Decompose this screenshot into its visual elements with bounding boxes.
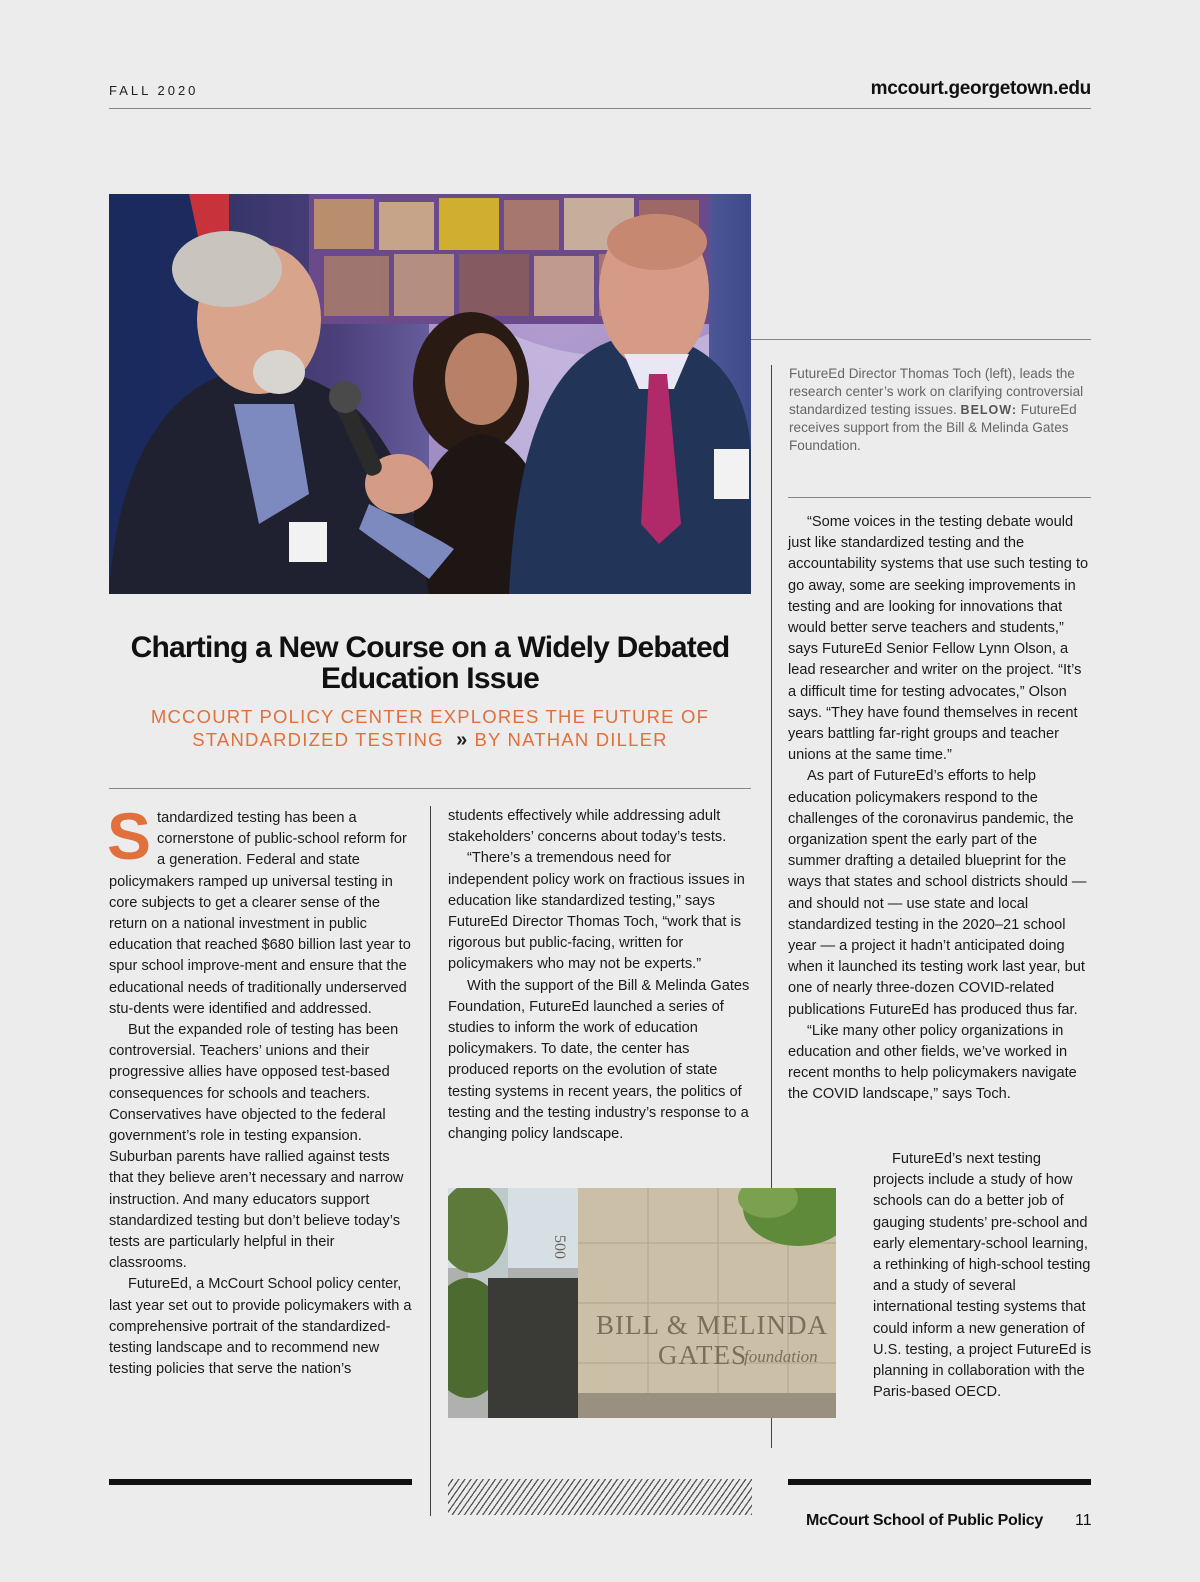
bottom-bar-left (109, 1479, 412, 1485)
publisher-name: McCourt School of Public Policy (806, 1512, 1043, 1529)
paragraph-1: Standardized testing has been a cornerstone of public-school reform for a generation. Federal and state policymakers ramped up universal testing in core subjects to get a clearer sense of the return on a national investment in public education that reached $680 billion last year to spur school improve-ment and ensure that the educational needs of traditionally underserved stu-dents were identified and addressed. (107, 799, 411, 1017)
gates-foundation-photo (448, 1188, 836, 1418)
caption-below-label: BELOW: (960, 403, 1018, 417)
paragraph-4: students effectively while addressing adult stakeholders’ concerns about today’s tests. (448, 808, 727, 846)
page-number: 11 (1075, 1512, 1092, 1529)
bottom-bar-right (788, 1479, 1091, 1485)
caption-text: FutureEd Director Thomas Toch (left), leads the research center’s work on clarifying controversial standardized testing issues. (789, 366, 1084, 417)
article-column-2 (448, 806, 753, 1145)
paragraph-2: But the expanded role of testing has been controversial. Teachers’ unions and their progressive allies have opposed test-based consequences for schools and teachers. Conservatives have objected to the federal government’s role in testing expansion. Suburban parents have rallied against tests that they believe aren’t necessary and narrow instruction. And many educators support standardized testing but don’t believe today’s tests are particularly helpful in their classrooms. (109, 1022, 404, 1272)
article-column-1 (107, 799, 413, 1380)
header-divider (109, 108, 1091, 109)
paragraph-10: FutureEd’s next testing projects include a study of how schools can do a better job of gauging students’ pre-school and early elementary-school learning, a rethinking of high-school testing and a study of several international testing systems that could inform a new generation of U.S. testing, a project FutureEd is planning in collaboration with the Paris-based OECD. (873, 1151, 1092, 1401)
byline: BY NATHAN DILLER (474, 729, 668, 750)
sign-line-2: GATES (658, 1340, 748, 1370)
article-deck (109, 705, 751, 752)
deck-separator: » (456, 729, 469, 751)
article-column-3-continued (873, 1149, 1093, 1403)
site-url: mccourt.georgetown.edu (870, 78, 1091, 99)
building-number: 500 (551, 1235, 568, 1259)
sign-line-2b: foundation (744, 1347, 818, 1366)
caption-top-rule (751, 339, 1091, 340)
drop-cap: S (107, 799, 152, 873)
caption-bottom-rule (788, 497, 1091, 498)
gates-photo-illustration (448, 1188, 836, 1418)
article-title: Charting a New Course on a Widely Debated Education Issue (130, 631, 730, 695)
paragraph-5: “There’s a tremendous need for independent policy work on fractious issues in education like standardized testing,” says FutureEd Director Thomas Toch, “work that is rigorous but public-facing, written for policymakers who may not be experts.” (448, 850, 745, 973)
column-divider-left (430, 806, 431, 1516)
hero-photo-illustration (109, 194, 751, 594)
sign-line-1: BILL & MELINDA (596, 1310, 828, 1340)
paragraph-9: “Like many other policy organizations in education and other fields, we’ve worked in recent months to help policymakers navigate the COVID landscape,” says Toch. (788, 1022, 1077, 1103)
bottom-hatch-pattern (448, 1479, 752, 1515)
article-column-3 (788, 512, 1093, 1106)
caption-below-text: FutureEd receives support from the Bill & Melinda Gates Foundation. (789, 402, 1077, 453)
paragraph-7: “Some voices in the testing debate would just like standardized testing and the accountability systems that use such testing to go away, some are seeking improvements in testing and are looking for innovations that would better serve teachers and students,” says FutureEd Senior Fellow Lynn Olson, a lead researcher and writer on the project. “It’s a difficult time for testing advocates,” Olson says. “They have found themselves in recent years battling far-right groups and teacher unions at the same time.” (788, 514, 1089, 764)
deck-line: MCCOURT POLICY CENTER EXPLORES THE FUTURE OF STANDARDIZED TESTING (150, 706, 710, 750)
paragraph-3: FutureEd, a McCourt School policy center, last year set out to provide policymakers with a comprehensive portrait of the standardized-testing landscape and to recommend new testing policies that serve the nation’s (109, 1276, 412, 1378)
paragraph-8: As part of FutureEd’s efforts to help education policymakers respond to the challenges of the coronavirus pandemic, the organization spent the early part of the summer drafting a detailed blueprint for the ways that states and school districts should — and should not — use state and local standardized testing in the 2020–21 school year — a project it hadn’t anticipated doing when it launched its testing work last year, but one of nearly three-dozen COVID-related publications FutureEd has produced thus far. (788, 768, 1087, 1018)
title-divider (109, 788, 751, 789)
paragraph-6: With the support of the Bill & Melinda Gates Foundation, FutureEd launched a series of studies to inform the work of education policymakers. To date, the center has produced reports on the evolution of state testing systems in recent years, the politics of testing and the testing industry’s response to a changing policy landscape. (448, 977, 750, 1143)
photo-caption (789, 365, 1089, 455)
issue-label: FALL 2020 (109, 83, 199, 98)
hero-photo (109, 194, 751, 594)
